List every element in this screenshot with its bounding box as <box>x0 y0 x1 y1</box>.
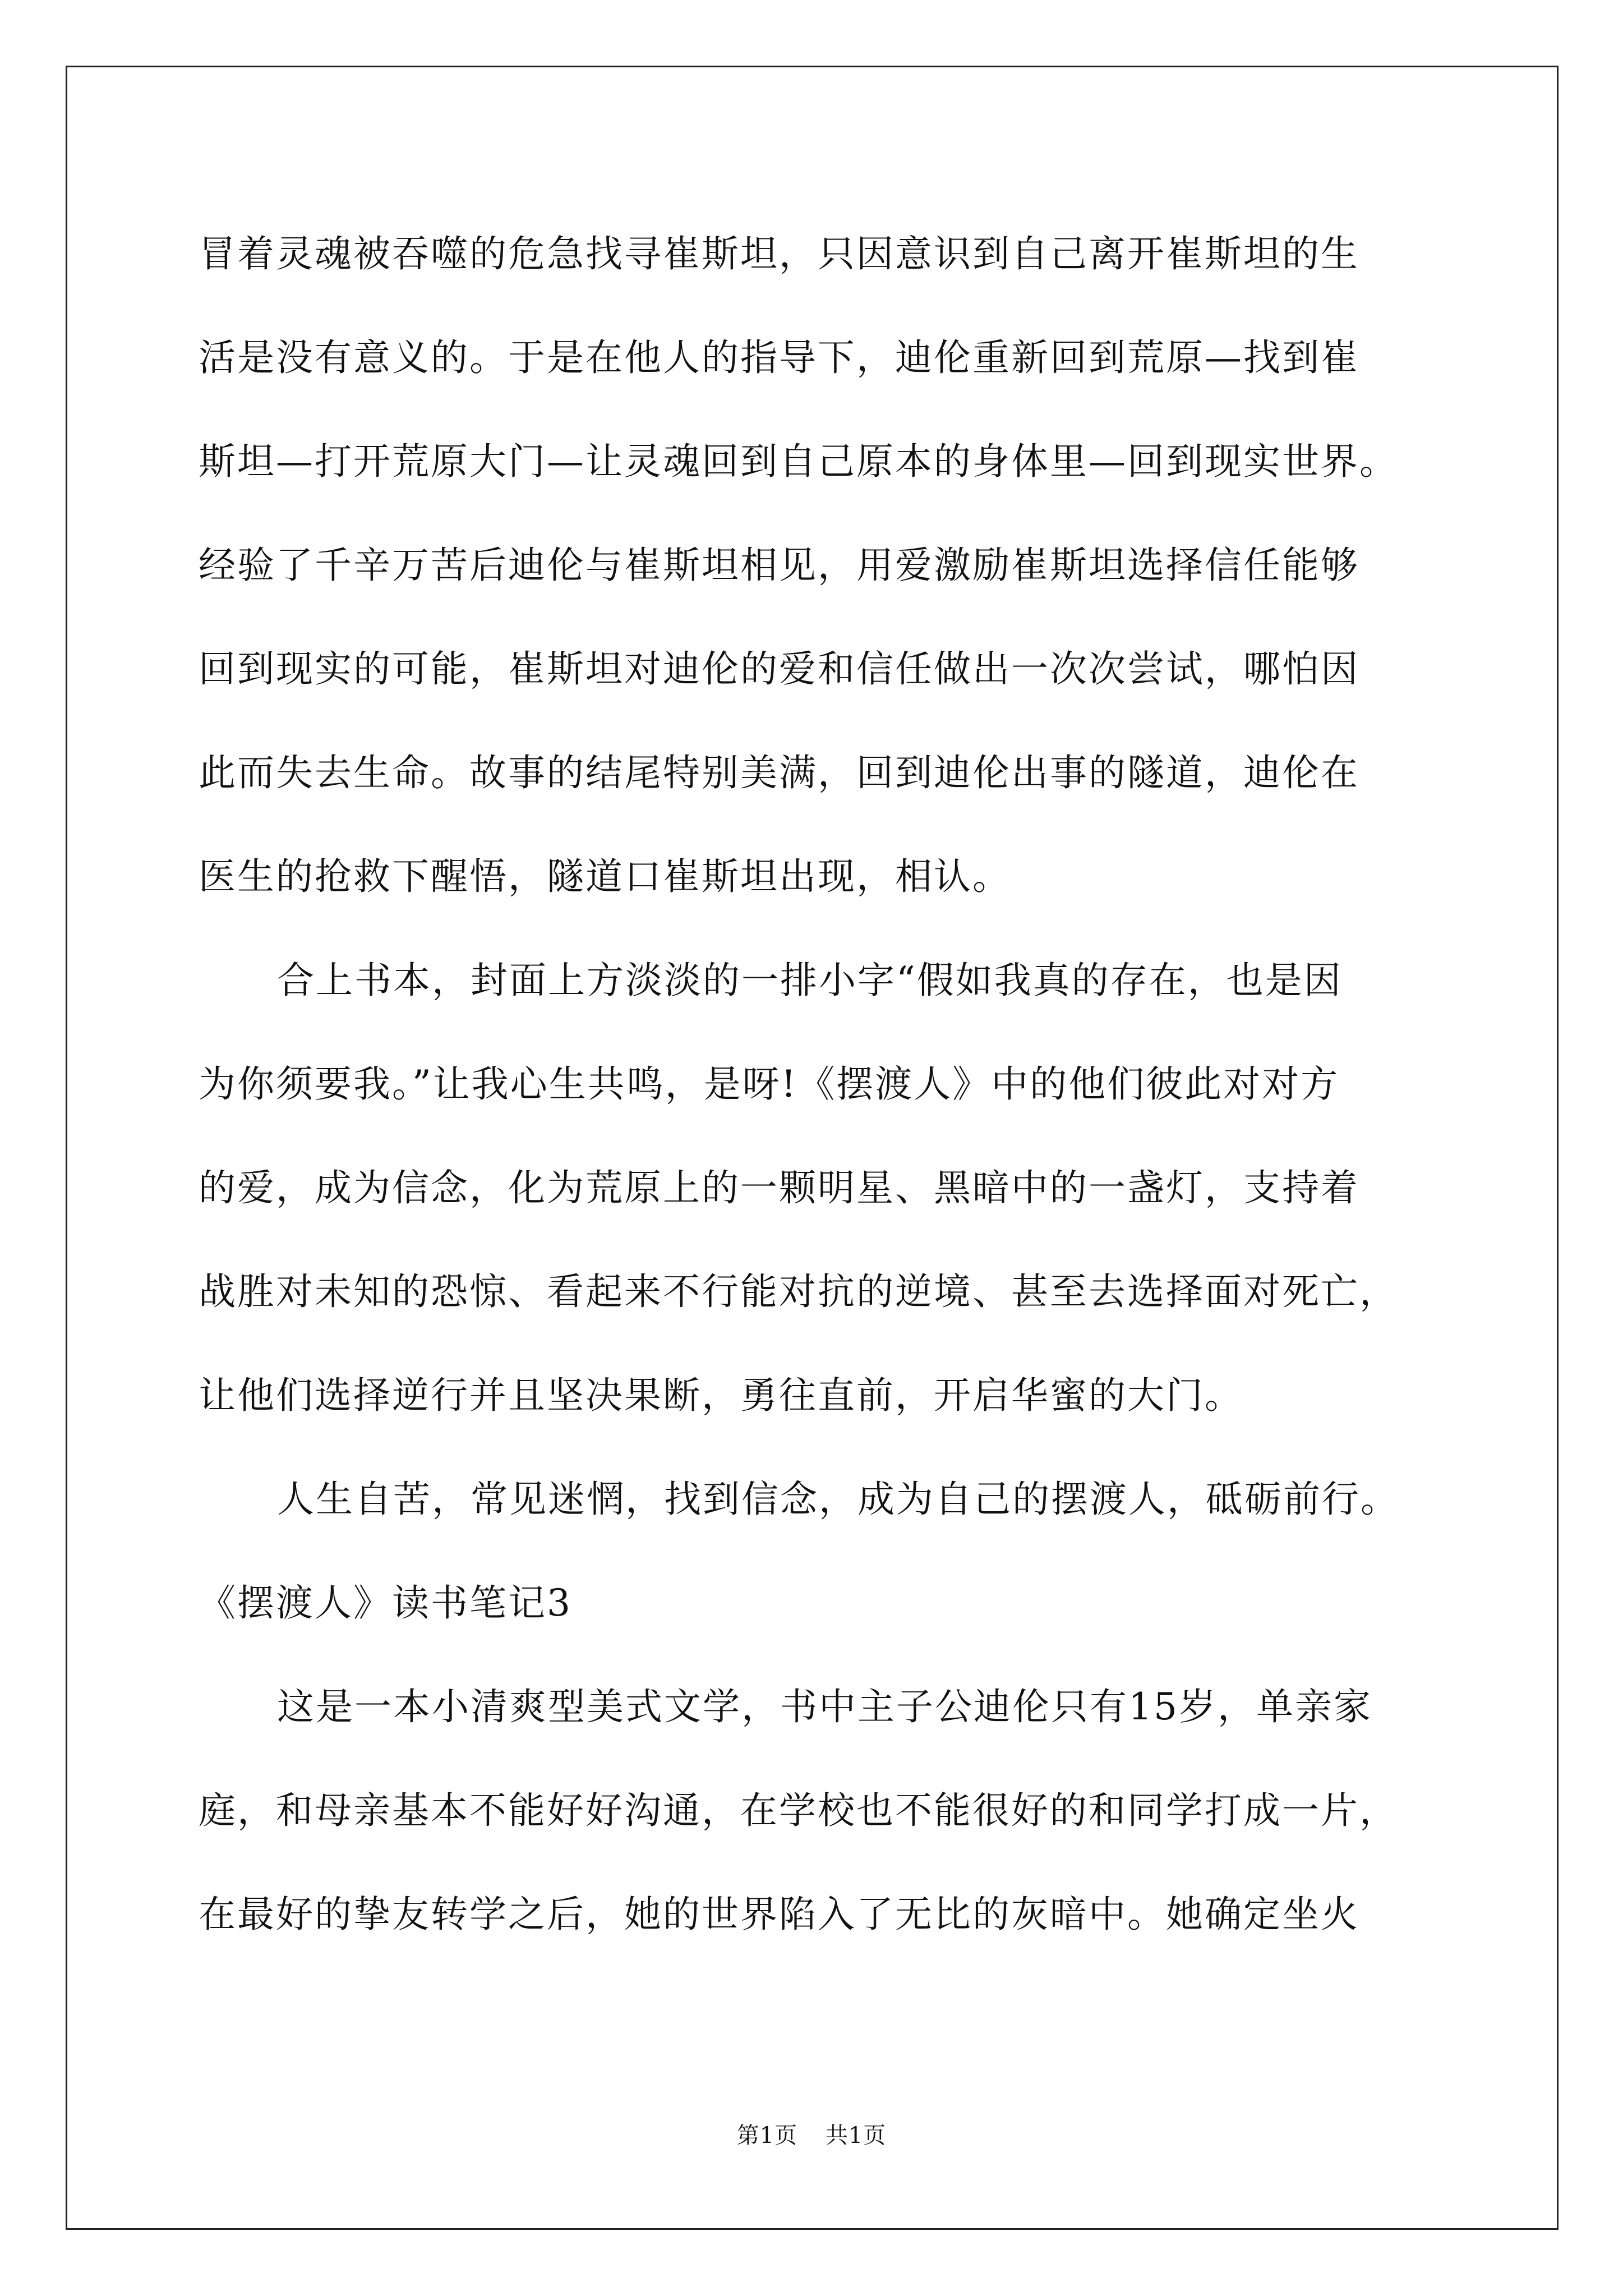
text-line: 人生自苦，常见迷惘，找到信念，成为自己的摆渡人，砥砺前行。 <box>277 1478 1399 1521</box>
text-line: 此而失去生命。故事的结尾特别美满，回到迪伦出事的隧道，迪伦在 <box>199 751 1359 794</box>
text-line: 让他们选择逆行并且坚决果断，勇往直前，开启华蜜的大门。 <box>199 1374 1243 1417</box>
text-line: 经验了千辛万苦后迪伦与崔斯坦相见，用爱激励崔斯坦选择信任能够 <box>199 544 1359 587</box>
text-line: 斯坦—打开荒原大门—让灵魂回到自己原本的身体里—回到现实世界。 <box>199 440 1398 483</box>
text-line: 战胜对未知的恐惊、看起来不行能对抗的逆境、甚至去选择面对死亡， <box>199 1270 1398 1313</box>
text-line: 为你须要我。”让我心生共鸣，是呀!《摆渡人》中的他们彼此对对方 <box>199 1062 1340 1106</box>
text-line: 合上书本，封面上方淡淡的一排小字“假如我真的存在，也是因 <box>277 959 1343 1002</box>
page-footer <box>0 2118 1623 2150</box>
text-line: 这是一本小清爽型美式文学，书中主子公迪伦只有15岁，单亲家 <box>277 1685 1372 1728</box>
text-line: 医生的抢救下醒悟，隧道口崔斯坦出现，相认。 <box>199 855 1011 898</box>
text-line: 的爱，成为信念，化为荒原上的一颗明星、黑暗中的一盏灯，支持着 <box>199 1166 1359 1209</box>
text-line: 活是没有意义的。于是在他人的指导下，迪伦重新回到荒原—找到崔 <box>199 336 1359 379</box>
text-line: 庭，和母亲基本不能好好沟通，在学校也不能很好的和同学打成一片， <box>199 1789 1398 1832</box>
page-total: 共1页 <box>825 2123 887 2148</box>
document-body <box>199 202 1432 1966</box>
text-line: 在最好的挚友转学之后，她的世界陷入了无比的灰暗中。她确定坐火 <box>199 1893 1359 1936</box>
page-number: 第1页 <box>736 2123 798 2148</box>
text-line: 冒着灵魂被吞噬的危急找寻崔斯坦，只因意识到自己离开崔斯坦的生 <box>199 232 1359 275</box>
text-line: 回到现实的可能，崔斯坦对迪伦的爱和信任做出一次次尝试，哪怕因 <box>199 647 1359 691</box>
text-line: 《摆渡人》读书笔记3 <box>199 1581 572 1625</box>
